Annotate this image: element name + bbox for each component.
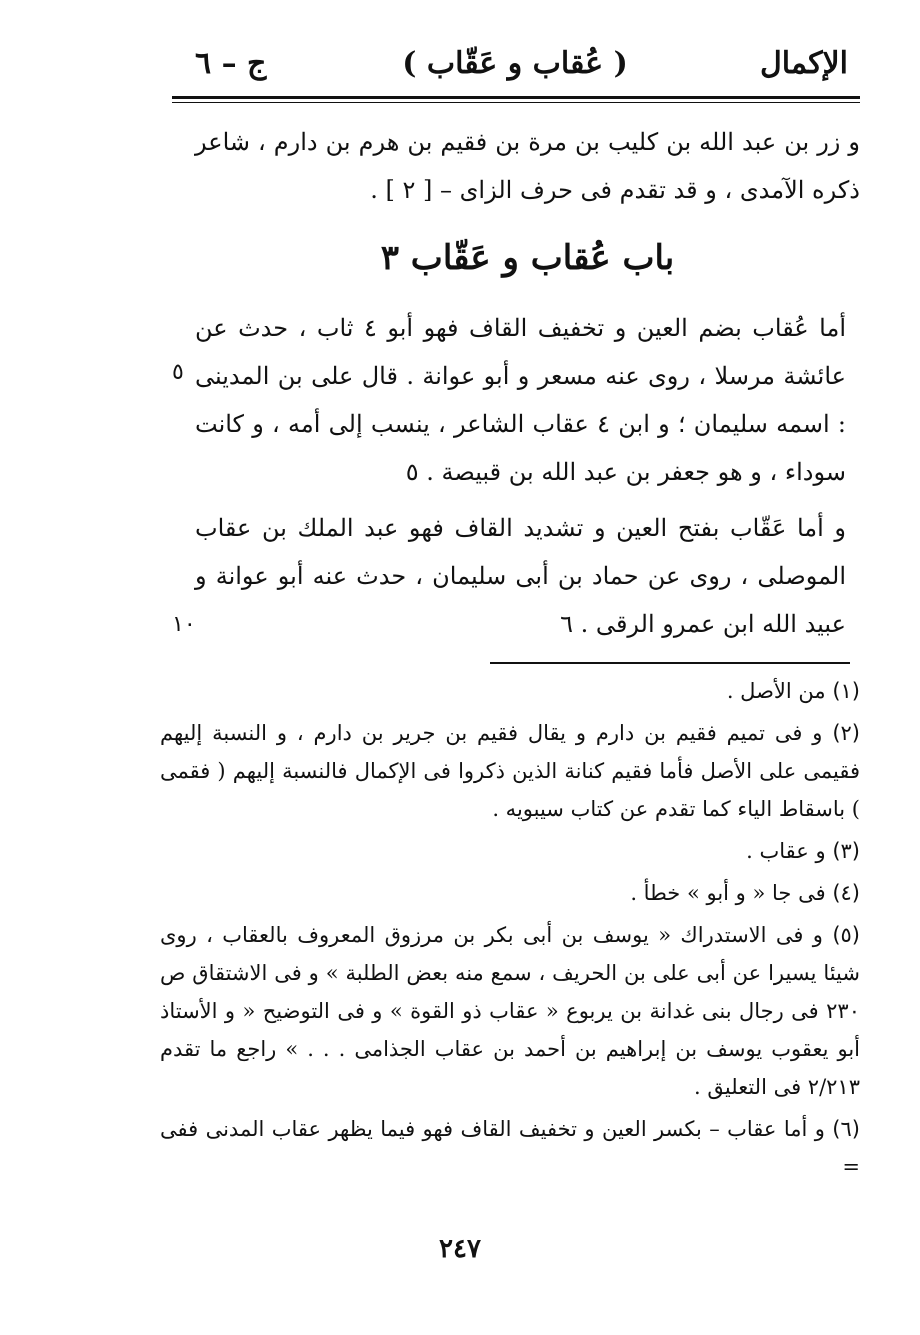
- footnote: [160, 832, 860, 870]
- intro-paragraph: و زر بن عبد الله بن كليب بن مرة بن فقيم بن هرم بن دارم ، شاعر ذكره الآمدى ، و قد تقدم فى حرف الزاى – [ ٢ ] .: [195, 128, 860, 204]
- footnote: [160, 1110, 860, 1186]
- footnote: [160, 874, 860, 912]
- header-rule-thick: [172, 96, 860, 99]
- page-number: ٢٤٧: [439, 1234, 481, 1264]
- footnote: [160, 672, 860, 710]
- footnote-text: و عقاب .: [746, 839, 826, 863]
- chapter-title: ( عُقاب و عَقّاب ): [402, 46, 628, 81]
- line-number-10: ١٠: [172, 612, 196, 637]
- header-rule-thin: [172, 102, 860, 103]
- footnote-separator: [490, 662, 850, 664]
- footnote-number: (٣): [832, 839, 860, 863]
- footnote-number: (١): [832, 679, 860, 703]
- paragraph-uqab: أما عُقاب بضم العين و تخفيف القاف فهو أبو ٤ ثاب ، حدث عن عائشة مرسلا ، روى عنه مسعر و أبو عوانة . قال على بن المدينى : اسمه سليمان ؛ و ابن ٤ عقاب الشاعر ، ينسب إلى أمه ، و كانت سوداء ، و هو جعفر بن عبد الله بن قبيصة . ٥: [195, 314, 846, 486]
- line-number-5: ٥: [172, 360, 184, 385]
- footnote: [160, 916, 860, 1106]
- section-heading: باب عُقاب و عَقّاب ٣: [380, 238, 675, 278]
- footnote-number: (٢): [832, 721, 860, 745]
- footnote-text: فى جا « و أبو » خطأ .: [630, 881, 826, 905]
- main-text: [195, 118, 860, 648]
- footnote-text: و فى تميم فقيم بن دارم و يقال فقيم بن جرير بن دارم ، و النسبة إليهم فقيمى على الأصل فأما فقيم كنانة الذين ذكروا فى الإكمال فالنسبة إليهم ( فقمى ) باسقاط الياء كما تقدم عن كتاب سيبويه .: [160, 721, 860, 821]
- footnote-text: من الأصل .: [726, 679, 826, 703]
- book-title: الإكمال: [759, 46, 848, 81]
- footnote-text: و أما عقاب – بكسر العين و تخفيف القاف فهو فيما يظهر عقاب المدنى ففى =: [160, 1117, 860, 1179]
- footnotes: [160, 672, 860, 1190]
- paragraph-aqqab: و أما عَقّاب بفتح العين و تشديد القاف فهو عبد الملك بن عقاب الموصلى ، روى عن حماد بن أبى سليمان ، حدث عنه أبو عوانة و عبيد الله ابن عمرو الرقى . ٦: [195, 514, 846, 638]
- footnote: [160, 714, 860, 828]
- footnote-number: (٦): [832, 1117, 860, 1141]
- running-header: [170, 36, 860, 94]
- footnote-text: و فى الاستدراك « يوسف بن أبى بكر بن مرزوق المعروف بالعقاب ، روى شيئا يسيرا عن أبى على بن الحريف ، سمع منه بعض الطلبة » و فى الاشتقاق ص ٢٣٠ فى رجال بنى غدانة بن يربوع « عقاب ذو القوة » و فى التوضيح « و الأستاذ أبو يعقوب يوسف بن إبراهيم بن أحمد بن عقاب الجذامى . . . » راجع ما تقدم ٢/٢١٣ فى التعليق .: [160, 923, 860, 1099]
- footnote-number: (٤): [832, 881, 860, 905]
- volume-number: ج – ٦: [195, 46, 267, 81]
- footnote-number: (٥): [832, 923, 860, 947]
